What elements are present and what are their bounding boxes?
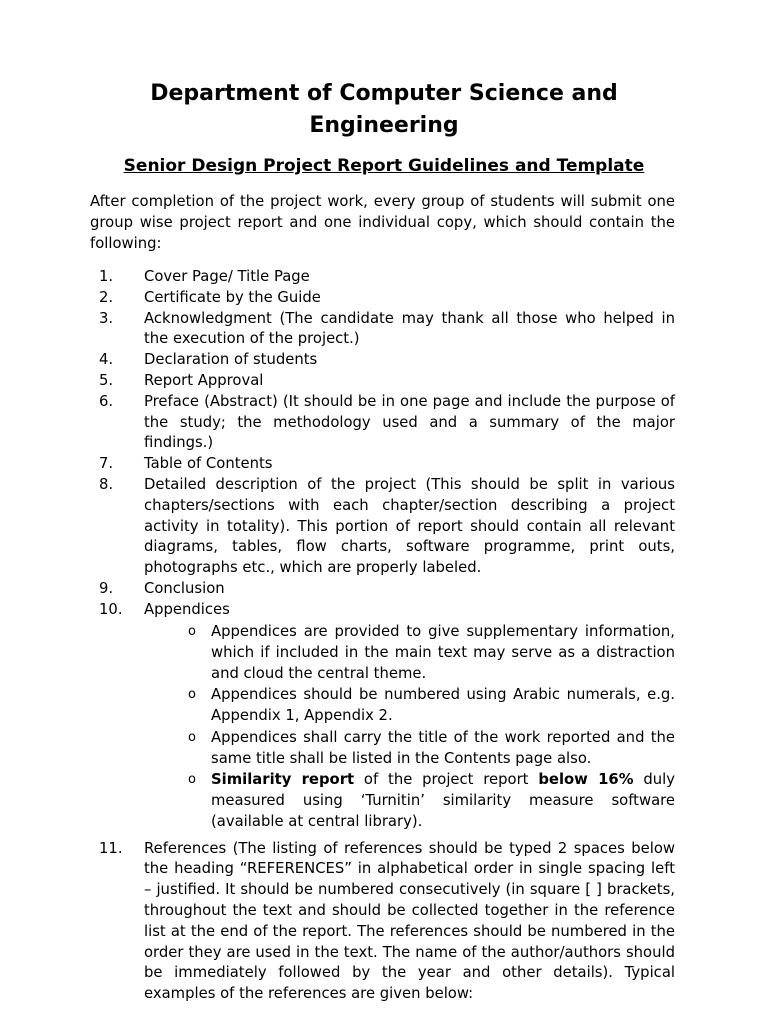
list-item <box>90 288 675 309</box>
similarity-mid-text: of the project report <box>354 770 539 788</box>
item-number: 2. <box>99 288 114 306</box>
item-text: Conclusion <box>144 579 225 597</box>
list-item <box>90 392 675 454</box>
item-text: Appendices <box>144 600 230 618</box>
item-number: 11. <box>99 839 123 857</box>
item-text: Declaration of students <box>144 351 318 369</box>
item-number: 10. <box>99 600 123 618</box>
item-text: Preface (Abstract) (It should be in one page and include the purpose of the study; the methodology used and a summary of the major findings.) <box>144 392 675 452</box>
similarity-bullet-text <box>211 769 675 833</box>
item-number: 3. <box>99 309 114 327</box>
list-item <box>90 475 675 579</box>
list-item <box>90 371 675 392</box>
item-text: Detailed description of the project (This should be split in various chapters/sections with each chapter/section describing a project activity in totality). This portion of report should contain all relevant diagrams, tables, flow charts, software programme, print outs, photographs etc., which are properly labeled. <box>144 475 675 577</box>
item-text: Certificate by the Guide <box>144 288 321 306</box>
bullet-item <box>144 769 675 833</box>
bullet-text: Appendices are provided to give supplementary information, which if included in the main text may serve as a distraction and cloud the central theme. <box>211 622 675 682</box>
item-text: References (The listing of references should be typed 2 spaces below the heading “REFERENCES” in alphabetical order in single spacing left – justified. It should be numbered consecutively (in square [ ] brackets, throughout the text and should be collected together in the reference list at the end of the report. The references should be numbered in the order they are used in the text. The name of the author/authors should be immediately followed by the year and other details). Typical examples of the references are given below: <box>144 839 675 1003</box>
bullet-text: Appendices should be numbered using Arabic numerals, e.g. Appendix 1, Appendix 2. <box>211 686 675 725</box>
item-number: 6. <box>99 392 114 410</box>
item-text: Report Approval <box>144 371 264 389</box>
list-item <box>90 309 675 351</box>
intro-paragraph: After completion of the project work, every group of students will submit one group wise project report and one individual copy, which should contain the following: <box>90 193 675 252</box>
item-text: Acknowledgment (The candidate may thank all those who helped in the execution of the project.) <box>144 309 675 348</box>
bullet-marker: o <box>188 687 196 703</box>
page-title: Department of Computer Science and Engineering <box>150 81 618 138</box>
list-item <box>90 350 675 371</box>
bullet-marker: o <box>188 623 196 639</box>
similarity-threshold: below 16% <box>538 770 634 788</box>
list-item <box>90 579 675 600</box>
item-number: 9. <box>99 579 114 597</box>
bullet-marker: o <box>188 729 196 745</box>
item-number: 8. <box>99 475 114 493</box>
list-item <box>90 454 675 475</box>
list-item <box>90 600 675 621</box>
bullet-item <box>144 727 675 769</box>
similarity-rest-text: duly measured using ‘Turnitin’ similarity measure software (available at central library). <box>211 770 676 831</box>
contents-list <box>90 267 675 1005</box>
bullet-text: Appendices shall carry the title of the work reported and the same title shall be listed in the Contents page also. <box>211 728 675 767</box>
similarity-report-label: Similarity report <box>211 770 355 788</box>
bullet-item <box>144 621 675 685</box>
item-number: 1. <box>99 268 114 285</box>
bullet-item <box>144 684 675 726</box>
page-subtitle: Senior Design Project Report Guidelines and Template <box>123 156 645 176</box>
item-text: Table of Contents <box>144 455 273 473</box>
item-number: 4. <box>99 351 114 369</box>
item-number: 7. <box>99 455 114 473</box>
appendix-bullet-list <box>144 621 675 833</box>
item-text: Cover Page/ Title Page <box>144 268 310 285</box>
list-item <box>90 839 675 1005</box>
bullet-marker: o <box>188 771 196 787</box>
item-number: 5. <box>99 371 114 389</box>
list-item <box>90 267 675 288</box>
